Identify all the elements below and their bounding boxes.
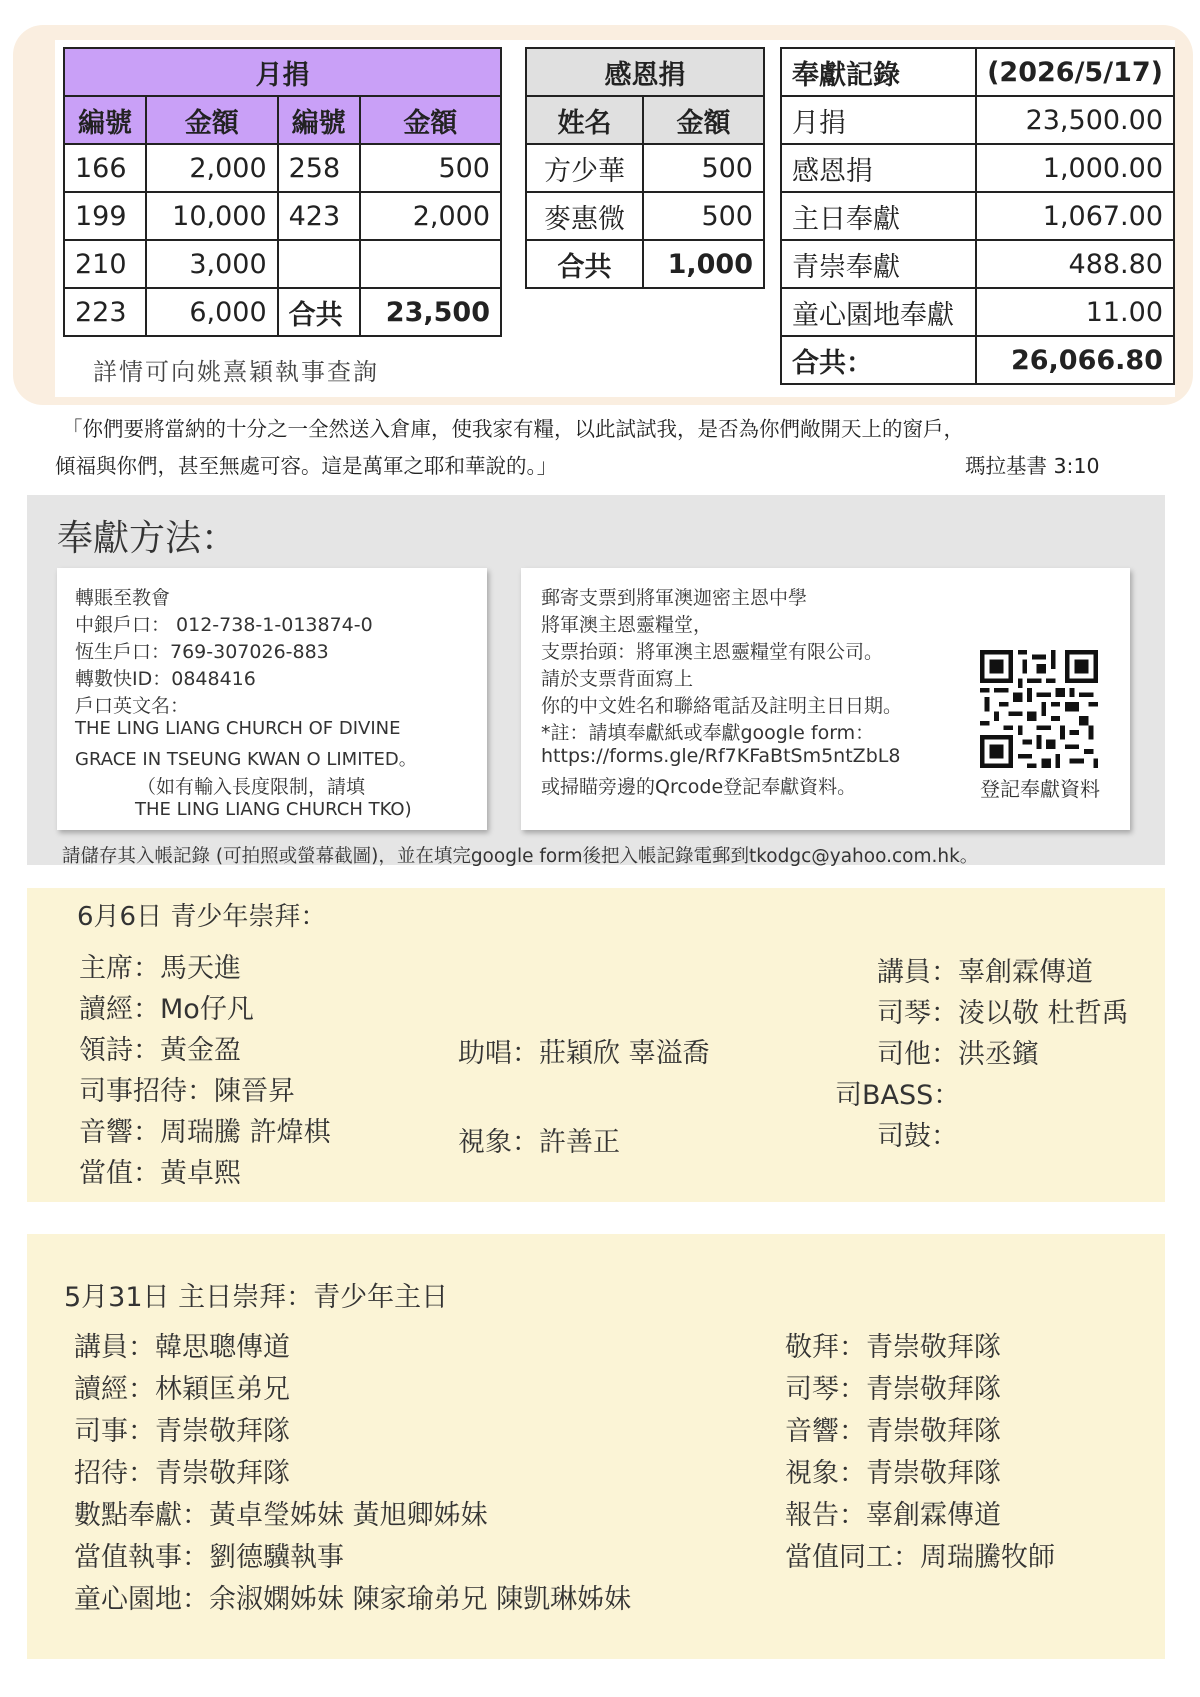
table-cell: 月捐 <box>781 96 976 144</box>
table-cell: 感恩捐 <box>781 144 976 192</box>
table-cell: 2,000 <box>360 192 501 240</box>
sunday-role: 視象：青崇敬拜隊 <box>785 1458 1001 1489</box>
youth-role: 司鼓： <box>877 1121 958 1152</box>
table-cell: 方少華 <box>526 144 643 192</box>
transfer-line: 轉數快ID：0848416 <box>75 668 256 690</box>
transfer-line: THE LING LIANG CHURCH TKO) <box>135 799 412 820</box>
table-row <box>64 288 501 336</box>
google-form-link[interactable]: https://forms.gle/Rf7KFaBtSm5ntZbL8 <box>541 745 901 767</box>
table-cell: 3,000 <box>146 240 278 288</box>
table-row <box>781 144 1174 192</box>
scripture-line-2: 傾福與你們，甚至無處可容。這是萬軍之耶和華說的。」 <box>55 454 558 478</box>
youth-role: 司他：洪丞鑌 <box>877 1039 1039 1070</box>
cheque-line: *註：請填奉獻紙或奉獻google form： <box>541 722 875 744</box>
table-cell: 210 <box>64 240 146 288</box>
table-row <box>781 336 1174 384</box>
sunday-role: 報告：辜創霖傳道 <box>785 1500 1001 1531</box>
transfer-line: 戶口英文名： <box>75 695 190 717</box>
youth-role: 讀經：Mo仔凡 <box>79 994 254 1025</box>
transfer-line: THE LING LIANG CHURCH OF DIVINE <box>75 718 401 739</box>
table-row <box>781 96 1174 144</box>
table-cell: 2,000 <box>146 144 278 192</box>
cheque-line: 或掃瞄旁邊的Qrcode登記奉獻資料。 <box>541 776 857 798</box>
table-cell: 6,000 <box>146 288 278 336</box>
table-cell: 麥惠微 <box>526 192 643 240</box>
table-cell: 488.80 <box>976 240 1174 288</box>
record-title: 奉獻記錄 <box>781 48 976 96</box>
youth-worship-title: 6月6日 青少年崇拜： <box>77 902 327 932</box>
monthly-offering-table <box>63 47 502 337</box>
scripture-line-1: 「你們要將當納的十分之一全然送入倉庫，使我家有糧，以此試試我，是否為你們敞開天上的窗戶， <box>62 417 964 441</box>
table-row <box>781 192 1174 240</box>
table-row <box>526 192 764 240</box>
total-label: 合共 <box>278 288 360 336</box>
table-cell: 500 <box>643 192 764 240</box>
total-value: 23,500 <box>360 288 501 336</box>
cheque-line: 支票抬頭：將軍澳主恩靈糧堂有限公司。 <box>541 641 884 663</box>
cheque-line: 你的中文姓名和聯絡電話及註明主日日期。 <box>541 695 903 717</box>
table-cell <box>278 240 360 288</box>
sunday-role: 數點奉獻：黃卓瑩姊妹 黃旭卿姊妹 <box>74 1500 488 1531</box>
sunday-worship-title: 5月31日 主日崇拜：青少年主日 <box>64 1282 449 1313</box>
bank-transfer-card <box>57 568 487 830</box>
table-cell: 23,500.00 <box>976 96 1174 144</box>
total-label: 合共： <box>781 336 976 384</box>
table-cell: 1,000.00 <box>976 144 1174 192</box>
table-row <box>526 240 764 288</box>
youth-role: 司BASS： <box>835 1080 961 1111</box>
table-cell: 500 <box>360 144 501 192</box>
column-header: 金額 <box>643 96 764 144</box>
total-value: 26,066.80 <box>976 336 1174 384</box>
column-header: 姓名 <box>526 96 643 144</box>
table-cell: 423 <box>278 192 360 240</box>
column-header: 編號 <box>64 96 146 144</box>
table-row <box>64 144 501 192</box>
offering-record-table <box>780 47 1175 385</box>
table-cell: 223 <box>64 288 146 336</box>
thanks-title: 感恩捐 <box>526 48 764 96</box>
cheque-line: 請於支票背面寫上 <box>541 668 694 690</box>
table-row <box>781 288 1174 336</box>
cheque-line: 將軍澳主恩靈糧堂， <box>541 614 713 636</box>
column-header: 編號 <box>278 96 360 144</box>
table-cell: 258 <box>278 144 360 192</box>
giving-methods-footer: 請儲存其入帳記錄 (可拍照或螢幕截圖)，並在填完google form後把入帳記錄電郵到tkodgc@yahoo.com.hk。 <box>62 846 979 867</box>
scripture-reference: 瑪拉基書 3:10 <box>965 454 1100 478</box>
table-cell: 199 <box>64 192 146 240</box>
sunday-role: 司事：青崇敬拜隊 <box>74 1416 290 1447</box>
table-row <box>781 240 1174 288</box>
youth-role: 助唱：莊穎欣 辜溢喬 <box>458 1038 710 1069</box>
giving-methods-title: 奉獻方法： <box>57 518 238 559</box>
monthly-note: 詳情可向姚熹穎執事查詢 <box>93 358 379 386</box>
column-header: 金額 <box>360 96 501 144</box>
sunday-role: 當值同工：周瑞騰牧師 <box>785 1542 1055 1573</box>
transfer-line: （如有輸入長度限制，請填 <box>137 776 366 798</box>
youth-role: 司事招待：陳晉昇 <box>79 1076 295 1107</box>
table-cell: 10,000 <box>146 192 278 240</box>
table-cell: 11.00 <box>976 288 1174 336</box>
sunday-role: 敬拜：青崇敬拜隊 <box>785 1332 1001 1363</box>
table-cell: 青崇奉獻 <box>781 240 976 288</box>
table-cell: 500 <box>643 144 764 192</box>
qr-caption: 登記奉獻資料 <box>980 777 1100 801</box>
table-cell: 166 <box>64 144 146 192</box>
sunday-role: 司琴：青崇敬拜隊 <box>785 1374 1001 1405</box>
youth-role: 講員：辜創霖傳道 <box>877 957 1093 988</box>
total-value: 1,000 <box>643 240 764 288</box>
youth-role: 主席：馬天進 <box>79 953 241 984</box>
sunday-role: 音響：青崇敬拜隊 <box>785 1416 1001 1447</box>
transfer-line: 轉賬至教會 <box>75 587 171 609</box>
sunday-role: 童心園地：余淑嫻姊妹 陳家瑜弟兄 陳凱琳姊妹 <box>74 1584 632 1615</box>
cheque-line: 郵寄支票到將軍澳迦密主恩中學 <box>541 587 808 609</box>
column-header: 金額 <box>146 96 278 144</box>
table-cell: 1,067.00 <box>976 192 1174 240</box>
table-row <box>64 240 501 288</box>
table-cell <box>360 240 501 288</box>
sunday-role: 讀經：林穎匡弟兄 <box>74 1374 290 1405</box>
thanksgiving-offering-table <box>525 47 765 289</box>
sunday-role: 當值執事：劉德驥執事 <box>74 1542 344 1573</box>
record-date: (2026/5/17) <box>976 48 1174 96</box>
youth-role: 視象：許善正 <box>458 1127 620 1158</box>
sunday-role: 講員：韓思聰傳道 <box>74 1332 290 1363</box>
youth-role: 司琴：淩以敬 杜哲禹 <box>877 998 1129 1029</box>
qr-code-icon[interactable] <box>980 650 1098 768</box>
youth-role: 當值：黃卓熙 <box>79 1158 241 1189</box>
transfer-line: GRACE IN TSEUNG KWAN O LIMITED。 <box>75 749 417 770</box>
table-cell: 主日奉獻 <box>781 192 976 240</box>
table-row <box>64 192 501 240</box>
table-row <box>526 144 764 192</box>
transfer-line: 恆生戶口：769-307026-883 <box>75 641 329 663</box>
sunday-role: 招待：青崇敬拜隊 <box>74 1458 290 1489</box>
youth-role: 音響：周瑞騰 許煒棋 <box>79 1117 331 1148</box>
youth-role: 領詩：黃金盈 <box>79 1035 241 1066</box>
table-cell: 童心園地奉獻 <box>781 288 976 336</box>
transfer-line: 中銀戶口： 012-738-1-013874-0 <box>75 614 373 636</box>
total-label: 合共 <box>526 240 643 288</box>
monthly-title: 月捐 <box>64 48 501 96</box>
